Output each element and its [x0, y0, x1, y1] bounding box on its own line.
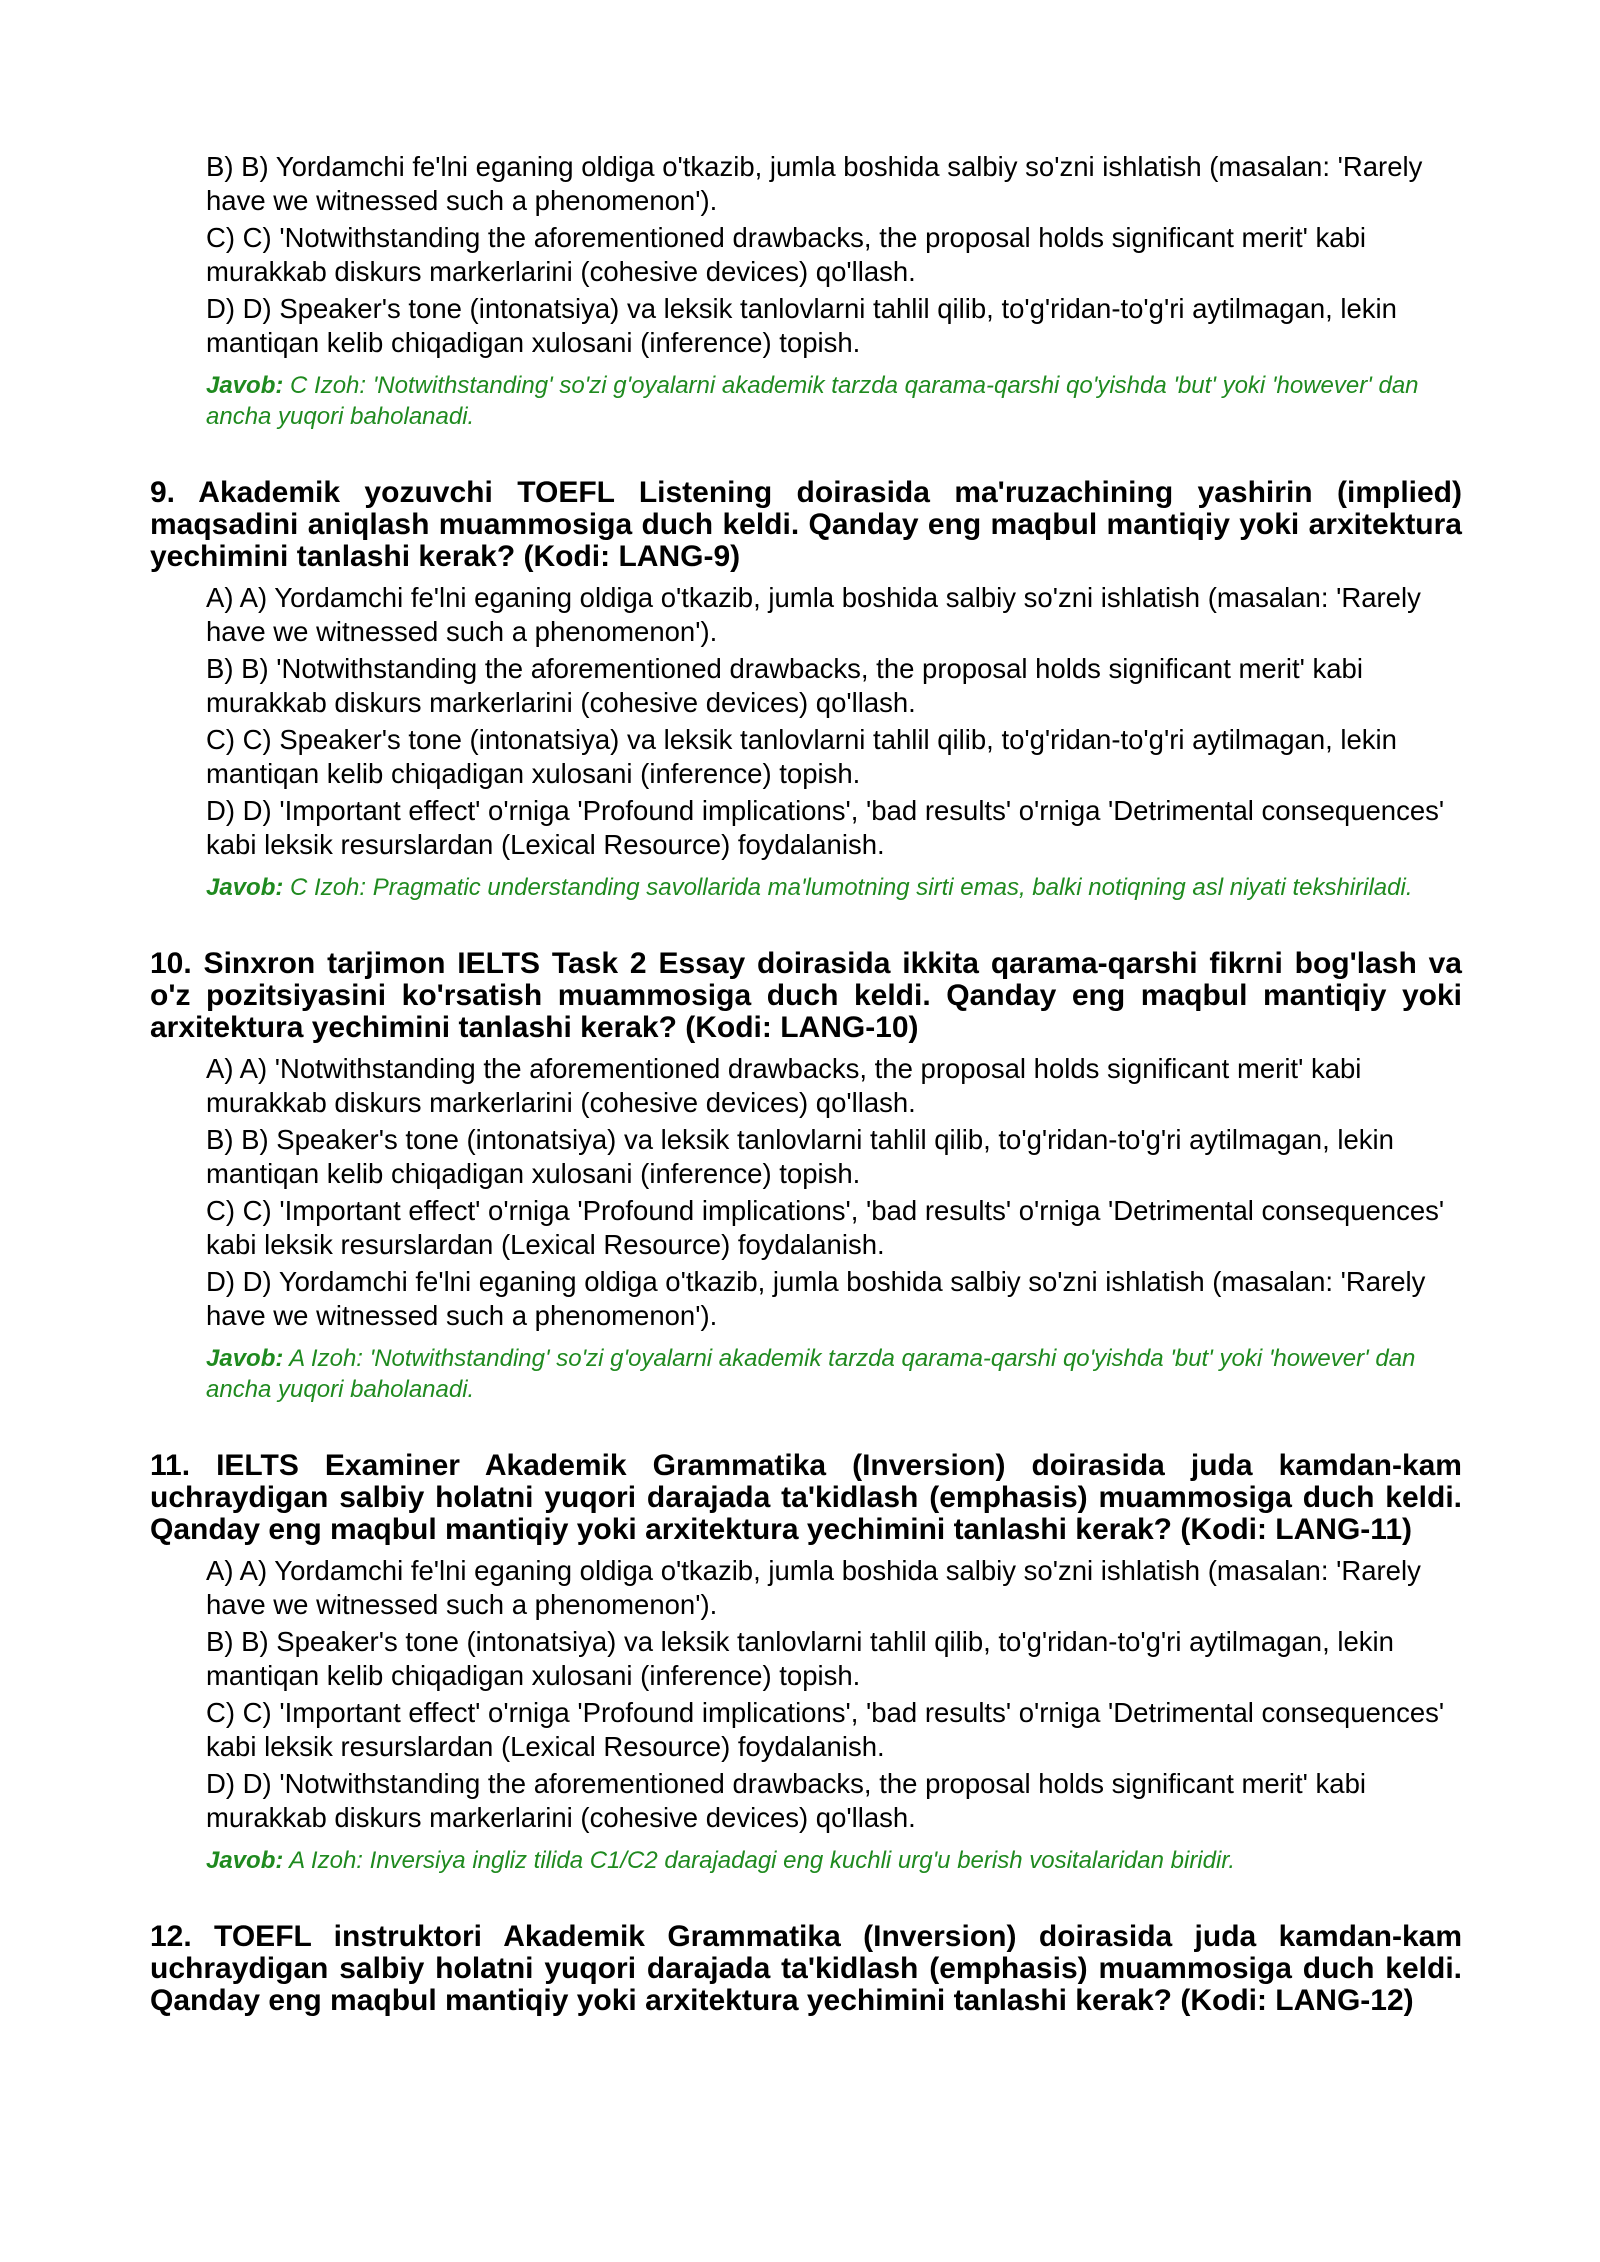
- option-c: C) C) 'Important effect' o'rniga 'Profound implications', 'bad results' o'rniga 'Detrimental consequences' kabi leksik resurslardan (Lexical Resource) foydalanish.: [206, 1697, 1445, 1762]
- answer-text: A Izoh: Inversiya ingliz tilida C1/C2 darajadagi eng kuchli urg'u berish vositalaridan biridir.: [283, 1847, 1236, 1874]
- answer-text: C Izoh: Pragmatic understanding savollarida ma'lumotning sirti emas, balki notiqning asl niyati tekshiriladi.: [283, 874, 1413, 901]
- option-d: D) D) Speaker's tone (intonatsiya) va leksik tanlovlarni tahlil qilib, to'g'ridan-to'g'ri aytilmagan, lekin mantiqan kelib chiqadigan xulosani (inference) topish.: [206, 293, 1397, 358]
- answer-label: Javob:: [206, 874, 284, 901]
- option-b: B) B) 'Notwithstanding the aforementioned drawbacks, the proposal holds significant merit' kabi murakkab diskurs markerlarini (cohesive devices) qo'llash.: [206, 653, 1363, 718]
- question-8-tail: [150, 150, 1462, 432]
- question-title: 10. Sinxron tarjimon IELTS Task 2 Essay doirasida ikkita qarama-qarshi fikrni bog'lash va o'z pozitsiyasini ko'rsatish muammosiga duch keldi. Qanday eng maqbul mantiqiy yoki arxitektura yechimini tanlashi kerak? (Kodi: LANG-10): [150, 947, 1462, 1044]
- answer-label: Javob:: [206, 1345, 284, 1372]
- question-9: [150, 477, 1462, 903]
- answer-explanation: [206, 872, 1462, 903]
- answer-label: Javob:: [206, 1847, 284, 1874]
- option-a: A) A) Yordamchi fe'lni eganing oldiga o'tkazib, jumla boshida salbiy so'zni ishlatish (masalan: 'Rarely have we witnessed such a phenomenon').: [206, 582, 1421, 647]
- answer-text: C Izoh: 'Notwithstanding' so'zi g'oyalarni akademik tarzda qarama-qarshi qo'yishda 'but' yoki 'however' dan ancha yuqori baholanadi.: [206, 372, 1419, 430]
- answer-label: Javob:: [206, 372, 284, 399]
- question-title: 9. Akademik yozuvchi TOEFL Listening doirasida ma'ruzachining yashirin (implied) maqsadini aniqlash muammosiga duch keldi. Qanday eng maqbul mantiqiy yoki arxitektura yechimini tanlashi kerak? (Kodi: LANG-9): [150, 476, 1462, 573]
- question-title: 11. IELTS Examiner Akademik Grammatika (Inversion) doirasida juda kamdan-kam uchraydigan salbiy holatni yuqori darajada ta'kidlash (emphasis) muammosiga duch keldi. Qanday eng maqbul mantiqiy yoki arxitektura yechimini tanlashi kerak? (Kodi: LANG-11): [150, 1449, 1462, 1546]
- option-d: D) D) 'Notwithstanding the aforementioned drawbacks, the proposal holds significant merit' kabi murakkab diskurs markerlarini (cohesive devices) qo'llash.: [206, 1768, 1366, 1833]
- document-page: [150, 150, 1462, 2025]
- option-b: B) B) Yordamchi fe'lni eganing oldiga o'tkazib, jumla boshida salbiy so'zni ishlatish (masalan: 'Rarely have we witnessed such a phenomenon').: [206, 151, 1423, 216]
- question-11: [150, 1450, 1462, 1876]
- option-b: B) B) Speaker's tone (intonatsiya) va leksik tanlovlarni tahlil qilib, to'g'ridan-to'g'ri aytilmagan, lekin mantiqan kelib chiqadigan xulosani (inference) topish.: [206, 1124, 1394, 1189]
- option-d: D) D) 'Important effect' o'rniga 'Profound implications', 'bad results' o'rniga 'Detrimental consequences' kabi leksik resurslardan (Lexical Resource) foydalanish.: [206, 795, 1445, 860]
- option-c: C) C) 'Notwithstanding the aforementioned drawbacks, the proposal holds significant merit' kabi murakkab diskurs markerlarini (cohesive devices) qo'llash.: [206, 222, 1366, 287]
- answer-explanation: [206, 370, 1462, 432]
- answer-text: A Izoh: 'Notwithstanding' so'zi g'oyalarni akademik tarzda qarama-qarshi qo'yishda 'but' yoki 'however' dan ancha yuqori baholanadi.: [206, 1345, 1416, 1403]
- answer-explanation: [206, 1343, 1462, 1405]
- option-a: A) A) Yordamchi fe'lni eganing oldiga o'tkazib, jumla boshida salbiy so'zni ishlatish (masalan: 'Rarely have we witnessed such a phenomenon').: [206, 1555, 1421, 1620]
- question-10: [150, 948, 1462, 1405]
- question-title: 12. TOEFL instruktori Akademik Grammatika (Inversion) doirasida juda kamdan-kam uchraydigan salbiy holatni yuqori darajada ta'kidlash (emphasis) muammosiga duch keldi. Qanday eng maqbul mantiqiy yoki arxitektura yechimini tanlashi kerak? (Kodi: LANG-12): [150, 1920, 1462, 2017]
- answer-explanation: [206, 1845, 1462, 1876]
- option-c: C) C) 'Important effect' o'rniga 'Profound implications', 'bad results' o'rniga 'Detrimental consequences' kabi leksik resurslardan (Lexical Resource) foydalanish.: [206, 1195, 1445, 1260]
- option-c: C) C) Speaker's tone (intonatsiya) va leksik tanlovlarni tahlil qilib, to'g'ridan-to'g'ri aytilmagan, lekin mantiqan kelib chiqadigan xulosani (inference) topish.: [206, 724, 1397, 789]
- option-b: B) B) Speaker's tone (intonatsiya) va leksik tanlovlarni tahlil qilib, to'g'ridan-to'g'ri aytilmagan, lekin mantiqan kelib chiqadigan xulosani (inference) topish.: [206, 1626, 1394, 1691]
- option-d: D) D) Yordamchi fe'lni eganing oldiga o'tkazib, jumla boshida salbiy so'zni ishlatish (masalan: 'Rarely have we witnessed such a phenomenon').: [206, 1266, 1426, 1331]
- question-12: [150, 1921, 1462, 2017]
- option-a: A) A) 'Notwithstanding the aforementioned drawbacks, the proposal holds significant merit' kabi murakkab diskurs markerlarini (cohesive devices) qo'llash.: [206, 1053, 1362, 1118]
